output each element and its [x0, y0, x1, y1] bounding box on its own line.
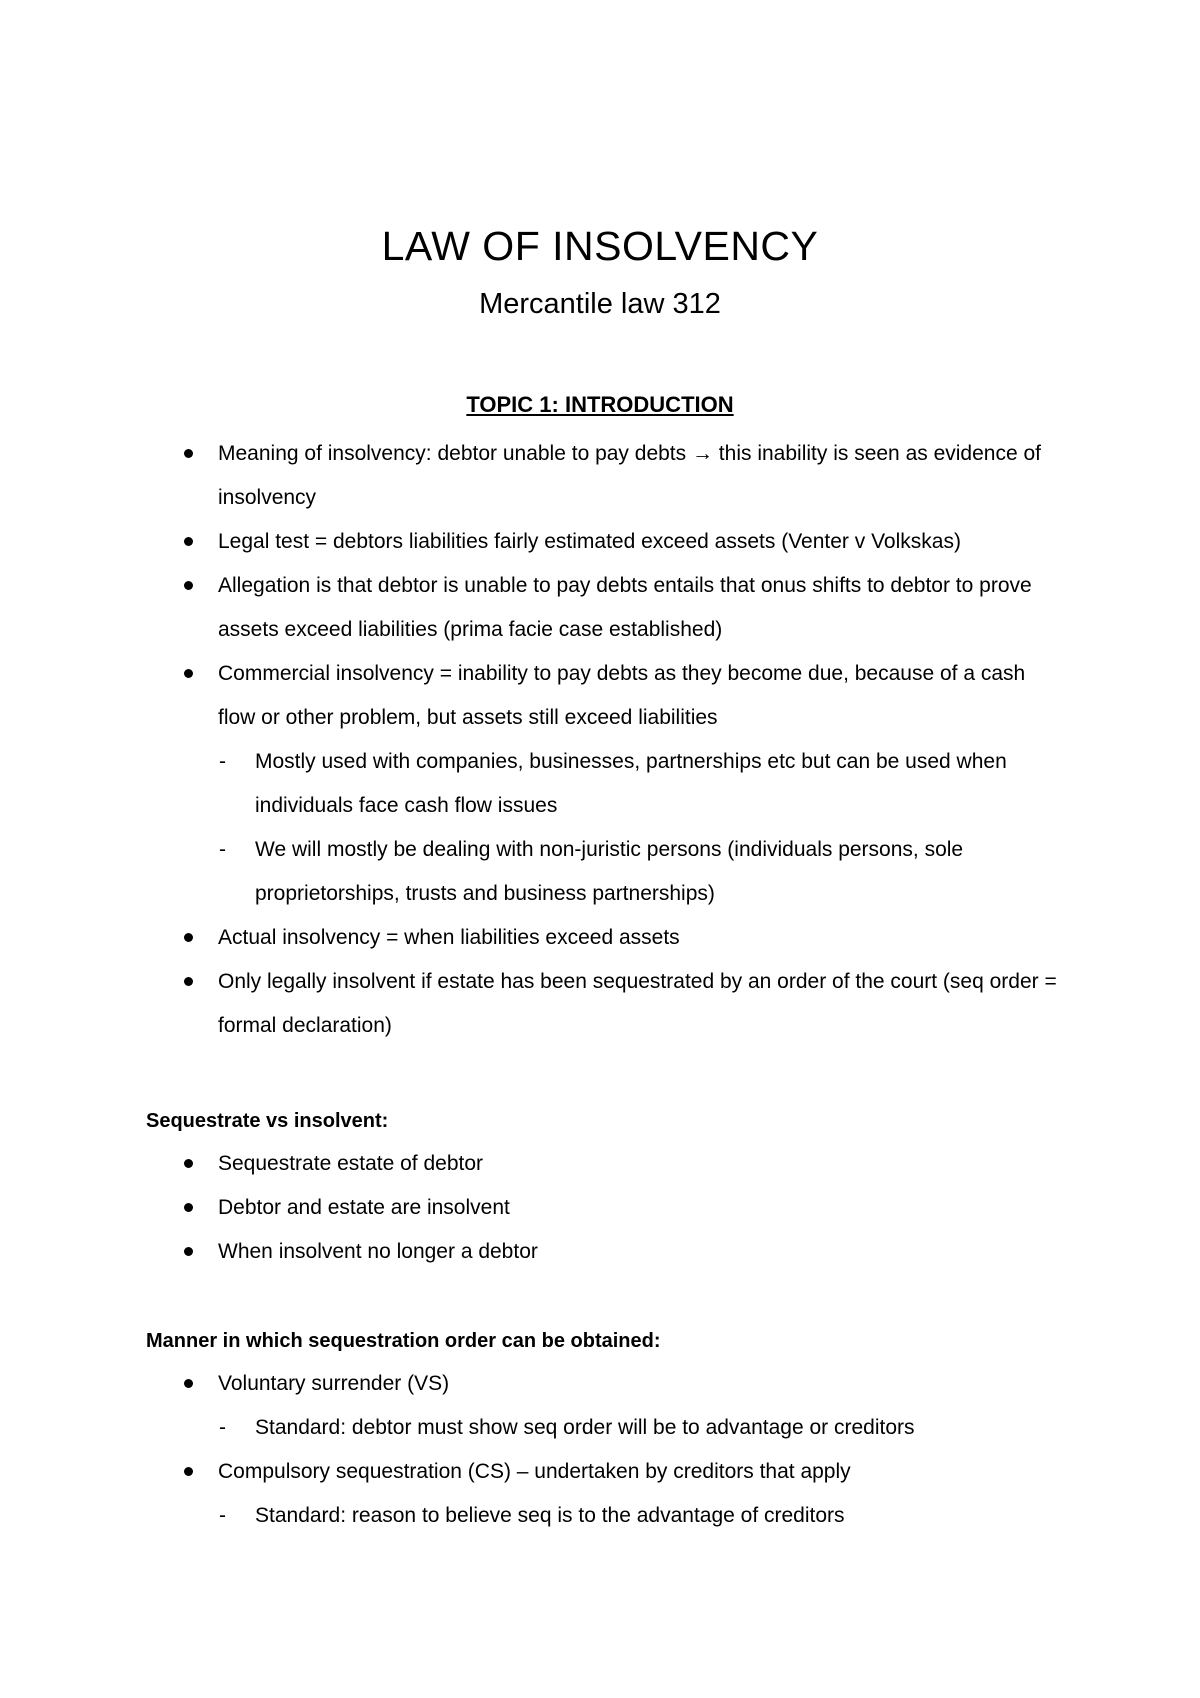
sub-list-item: - Standard: reason to believe seq is to the advantage of creditors [0, 1494, 1065, 1538]
list-item: Meaning of insolvency: debtor unable to pay debts → this inability is seen as evidence of insolvency [0, 432, 1058, 520]
list-item: Sequestrate estate of debtor [0, 1142, 1058, 1186]
sub-list-item: - Mostly used with companies, businesses, partnerships etc but can be used when individuals face cash flow issues [0, 740, 1065, 828]
list-item: Voluntary surrender (VS) [0, 1362, 1058, 1406]
manner-list [0, 1362, 1200, 1538]
list-item: Compulsory sequestration (CS) – undertaken by creditors that apply [0, 1450, 1058, 1494]
topic-heading: TOPIC 1: INTRODUCTION [466, 392, 734, 417]
list-item: When insolvent no longer a debtor [0, 1230, 1058, 1274]
sub-list-item: - Standard: debtor must show seq order will be to advantage or creditors [0, 1406, 1065, 1450]
document-subtitle: Mercantile law 312 [479, 288, 721, 320]
section-heading-manner: Manner in which sequestration order can be obtained: [146, 1330, 661, 1352]
section-heading-sequestrate: Sequestrate vs insolvent: [146, 1110, 389, 1132]
list-item: Legal test = debtors liabilities fairly estimated exceed assets (Venter v Volkskas) [0, 520, 1058, 564]
sequestrate-list [0, 1142, 1200, 1274]
sub-list-item: - We will mostly be dealing with non-juristic persons (individuals persons, sole proprietorships, trusts and business partnerships) [0, 828, 1065, 916]
topic-list [0, 432, 1200, 1048]
list-item: Allegation is that debtor is unable to pay debts entails that onus shifts to debtor to prove assets exceed liabilities (prima facie case established) [0, 564, 1058, 652]
list-item: Actual insolvency = when liabilities exceed assets [0, 916, 1058, 960]
list-item: Commercial insolvency = inability to pay debts as they become due, because of a cash flow or other problem, but assets still exceed liabilities [0, 652, 1058, 740]
list-item: Only legally insolvent if estate has been sequestrated by an order of the court (seq order = formal declaration) [0, 960, 1058, 1048]
document-title: LAW OF INSOLVENCY [381, 223, 819, 269]
list-item: Debtor and estate are insolvent [0, 1186, 1058, 1230]
